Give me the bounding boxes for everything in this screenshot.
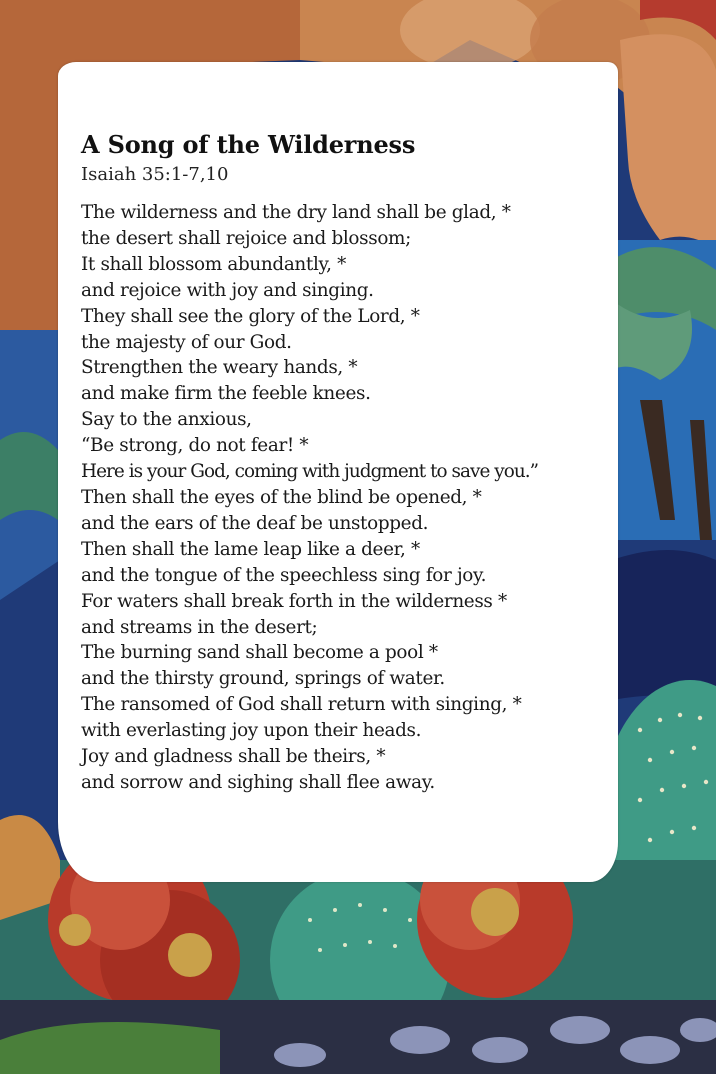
verse-line: The ransomed of God shall return with singing, *: [81, 694, 522, 716]
scripture-citation: Isaiah 35:1-7,10: [81, 164, 229, 185]
verse-line: It shall blossom abundantly, *: [81, 253, 346, 275]
verse-line: and rejoice with joy and singing.: [81, 279, 374, 301]
verse-line: Strengthen the weary hands, *: [81, 357, 358, 379]
verse-line: the majesty of our God.: [81, 331, 292, 353]
verse-line: For waters shall break forth in the wilderness *: [81, 590, 507, 612]
verse-line: and streams in the desert;: [81, 616, 318, 638]
verse-line: They shall see the glory of the Lord, *: [81, 305, 420, 327]
verse-line: and the ears of the deaf be unstopped.: [81, 512, 429, 534]
verse-line: Then shall the eyes of the blind be opened, *: [81, 486, 482, 508]
verse-line: the desert shall rejoice and blossom;: [81, 227, 411, 249]
canticle-verses: [81, 200, 611, 796]
verse-line: The wilderness and the dry land shall be glad, *: [81, 202, 511, 223]
verse-line: with everlasting joy upon their heads.: [81, 720, 422, 742]
verse-line: The burning sand shall become a pool *: [81, 642, 438, 664]
verse-line: and the thirsty ground, springs of water.: [81, 668, 445, 690]
verse-line: “Be strong, do not fear! *: [81, 435, 309, 457]
verse-line: Here is your God, coming with judgment to save you.”: [81, 461, 539, 483]
verse-line: Then shall the lame leap like a deer, *: [81, 538, 420, 560]
canticle-title: A Song of the Wilderness: [81, 130, 416, 159]
verse-line: Joy and gladness shall be theirs, *: [81, 746, 386, 768]
verse-line: and make firm the feeble knees.: [81, 383, 371, 405]
verse-line: and sorrow and sighing shall flee away.: [81, 771, 435, 793]
verse-line: and the tongue of the speechless sing for joy.: [81, 564, 487, 586]
verse-line: Say to the anxious,: [81, 409, 252, 431]
